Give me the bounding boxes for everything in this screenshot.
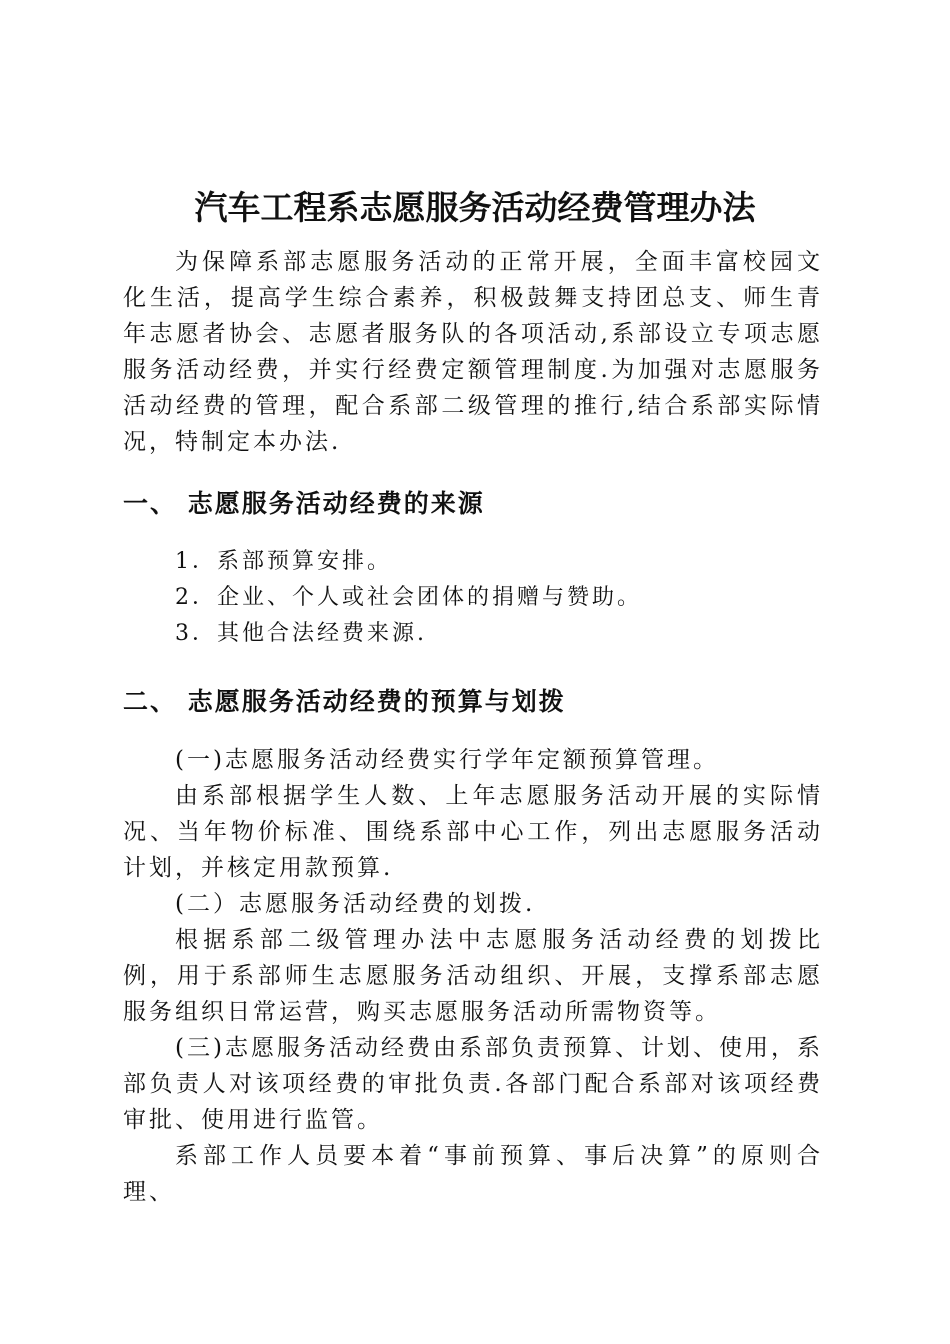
- subsection-2-paragraph: 根据系部二级管理办法中志愿服务活动经费的划拨比例，用于系部师生志愿服务活动组织、开展，支撑系部志愿服务组织日常运营，购买志愿服务活动所需物资等。: [123, 927, 823, 1025]
- intro-paragraph: 为保障系部志愿服务活动的正常开展，全面丰富校园文化生活，提高学生综合素养，积极鼓舞支持团总支、师生青年志愿者协会、志愿者服务队的各项活动,系部设立专项志愿服务活动经费，并实行经费定额管理制度.为加强对志愿服务活动经费的管理，配合系部二级管理的推行,结合系部实际情况，特制定本办法.: [123, 249, 823, 455]
- subsection-1: (一)志愿服务活动经费实行学年定额预算管理。: [175, 747, 719, 773]
- section-heading-budget-allocation: 二、 志愿服务活动经费的预算与划拨: [123, 687, 566, 716]
- document-title: 汽车工程系志愿服务活动经费管理办法: [194, 188, 756, 227]
- subsection-2: (二）志愿服务活动经费的划拨.: [175, 891, 536, 917]
- subsection-3: (三)志愿服务活动经费由系部负责预算、计划、使用，系部负责人对该项经费的审批负责.各部门配合系部对该项经费审批、使用进行监管。: [123, 1035, 823, 1133]
- subsection-1-paragraph: 由系部根据学生人数、上年志愿服务活动开展的实际情况、当年物价标准、围绕系部中心工作，列出志愿服务活动计划，并核定用款预算.: [123, 783, 823, 881]
- section-heading-funding-source: 一、 志愿服务活动经费的来源: [123, 489, 485, 518]
- list-item: 2．企业、个人或社会团体的捐赠与赞助。: [175, 585, 642, 610]
- subsection-3-paragraph: 系部工作人员要本着“事前预算、事后决算”的原则合理、: [123, 1143, 823, 1205]
- list-item: 3．其他合法经费来源.: [175, 621, 427, 646]
- list-item: 1．系部预算安排。: [175, 549, 392, 574]
